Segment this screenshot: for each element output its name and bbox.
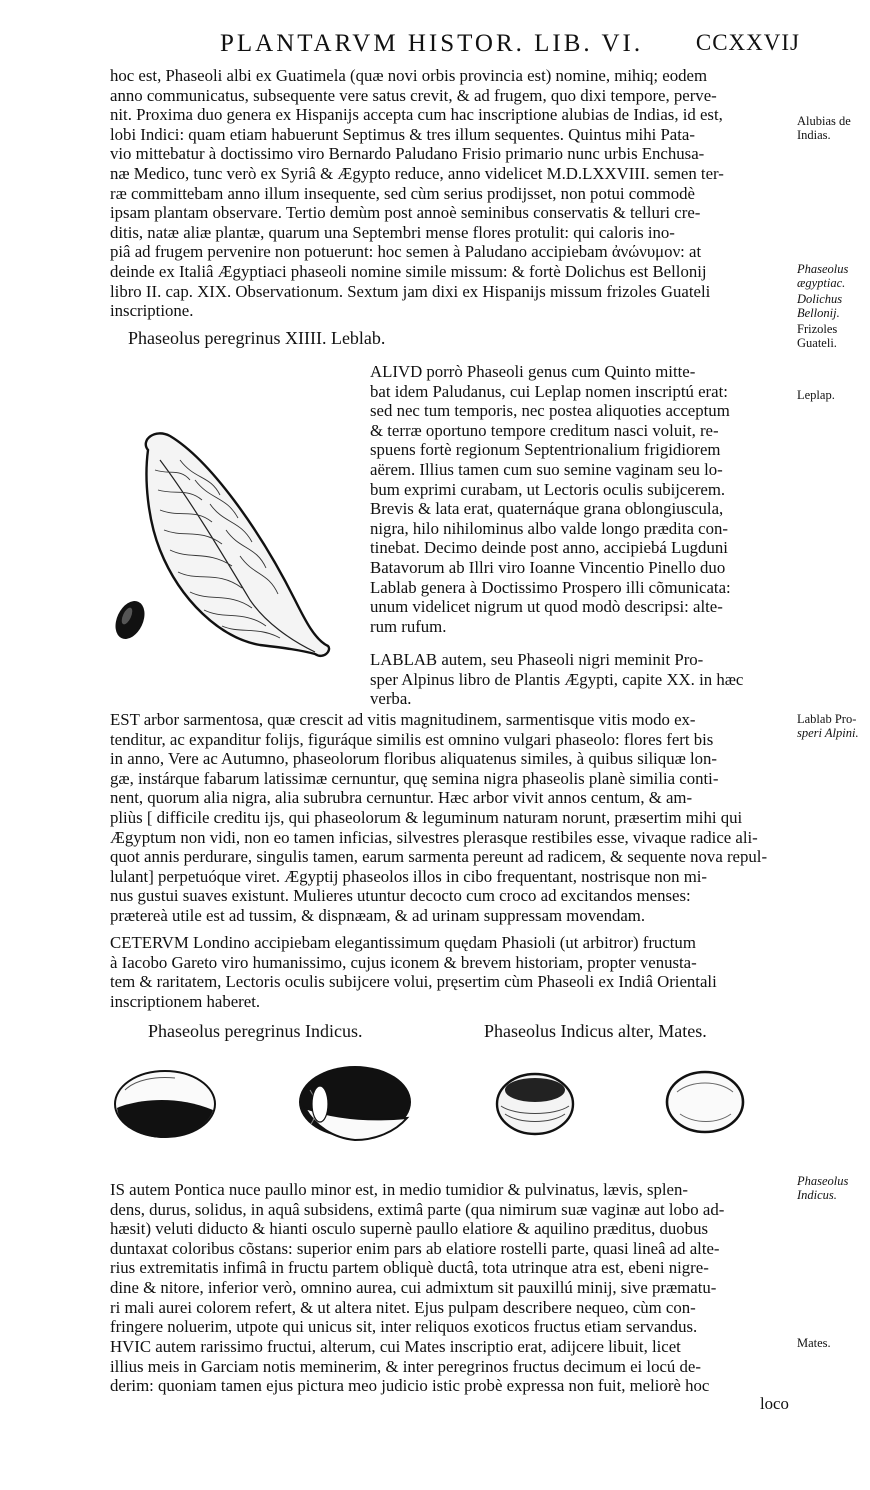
indicus-seed-icon-1 — [115, 1071, 215, 1138]
margin-line: Mates. — [797, 1336, 831, 1350]
text-line: derim: quoniam tamen ejus pictura meo judicio istic probè expressa non fuit, meliorè hoc — [110, 1376, 710, 1396]
text-line: sper Alpinus libro de Plantis Ægypti, capite XX. in hæc — [370, 669, 744, 689]
margin-line: Guateli. — [797, 336, 837, 350]
text-line: lulant] perpetuóque viret. Ægyptij phaseolos illos in cibo frequentant, nostrisque non mi- — [110, 866, 708, 886]
paragraph-leplap — [370, 362, 788, 636]
margin-phaseolus-indicus — [797, 1174, 867, 1202]
text-line: ditis, natæ aliæ plantæ, quarum una Septembri mense flores protulit: qui caloris ino- — [110, 222, 675, 242]
text-line: Brevis & lata erat, quaternáque grana oblongiuscula, — [370, 499, 724, 519]
margin-mates — [797, 1336, 867, 1350]
paragraph-mates — [110, 1337, 790, 1396]
text-line: à Iacobo Gareto viro humanissimo, cujus iconem & brevem historiam, propter venusta- — [110, 952, 697, 972]
margin-leplap — [797, 388, 867, 402]
margin-line: Indicus. — [797, 1188, 837, 1202]
margin-line: Alubias de — [797, 114, 851, 128]
text-line: ri mali aurei colorem refert, & ut altera nitet. Ejus pulpam describere nequeo, cùm con- — [110, 1297, 696, 1317]
text-line: IS autem Pontica nuce paullo minor est, in medio tumidior & pulvinatus, lævis, splen- — [110, 1180, 688, 1199]
folio-number: CCXXVIJ — [695, 30, 800, 55]
leblab-pod-illustration — [100, 400, 350, 700]
leblab-seed-icon — [110, 596, 150, 644]
caption-phaseolus-indicus: Phaseolus peregrinus Indicus. — [148, 1021, 363, 1041]
margin-line: Bellonij. — [797, 306, 840, 320]
text-line: anno communicatus, subsequente vere satus crevit, & ad frugem, quo dixi tempore, perve- — [110, 85, 717, 105]
mates-seed-icon-1 — [497, 1074, 573, 1134]
text-line: pliùs [ difficile creditu ijs, qui phaseolorum & leguminum naturam norunt, præsertim mihi qui — [110, 807, 743, 827]
indicus-seed-icon-2 — [299, 1066, 411, 1140]
running-title: PLANTARVM HISTOR. LIB. VI. — [220, 30, 644, 57]
margin-line: ægyptiac. — [797, 276, 846, 290]
text-line: piâ ad frugem pervenire non potuerunt: hoc semen à Paludano accipiebam ἀνώνυμον: at — [110, 242, 702, 262]
caption-phaseolus-mates: Phaseolus Indicus alter, Mates. — [484, 1021, 707, 1041]
margin-line: Dolichus — [797, 292, 843, 306]
margin-phaseolus-aegyptiac — [797, 262, 867, 290]
text-line: LABLAB autem, seu Phaseoli nigri meminit Pro- — [370, 650, 704, 669]
text-line: rum rufum. — [370, 616, 447, 636]
margin-line: Lablab Pro- — [797, 712, 857, 726]
text-line: tenditur, ac expanditur folijs, figuráque similis est omnino vulgari phaseolo: flores fert bis — [110, 729, 714, 749]
text-line: bat idem Paludanus, cui Leplap nomen inscriptú erat: — [370, 381, 728, 401]
text-line: dens, durus, solidus, in aquâ subsidens, extimâ parte (qua nimirum suæ vaginæ aut lobo ad- — [110, 1199, 725, 1219]
text-line: Ægyptum non vidi, non eo tamen inficias, silvestres plerasque restibiles esse, vivaque radice ali- — [110, 827, 758, 847]
text-line: bum exprimi curabam, ut Lectoris oculis subijcerem. — [370, 479, 726, 499]
text-line: ipsam plantam observare. Tertio demùm post annoè seminibus conservatis & telluri cre- — [110, 203, 701, 223]
margin-line: Leplap. — [797, 388, 835, 402]
text-line: vio mittebatur à doctissimo viro Bernardo Paludano Frisio primario nunc urbis Enchusa- — [110, 144, 705, 164]
text-line: nigra, hilo nihilominus albo valde longo prædita con- — [370, 518, 728, 538]
margin-line: Frizoles — [797, 322, 838, 336]
text-line: rius extremitatis infimâ in fructu partem obliquè ductâ, tota utrinque atra est, ebeni nigre- — [110, 1258, 709, 1278]
text-line: deinde ex Italiâ Ægyptiaci phaseoli nomine simile missum: & fortè Dolichus est Bellonij — [110, 261, 707, 281]
text-line: spuens fortè regionum Septentrionalium frigidiorem — [370, 440, 721, 460]
text-line: ALIVD porrò Phaseoli genus cum Quinto mitte- — [370, 362, 696, 381]
text-line: Batavorum ab Illri viro Ioanne Vincentio Pinello duo — [370, 557, 726, 577]
caption-leblab: Phaseolus peregrinus XIIII. Leblab. — [128, 328, 386, 348]
margin-line: Indias. — [797, 128, 831, 142]
text-line: inscriptionem haberet. — [110, 991, 261, 1011]
text-line: CETERVM Londino accipiebam elegantissimum quędam Phasioli (ut arbitror) fructum — [110, 933, 696, 952]
text-line: in anno, Vere ac Autumno, phaseolorum floribus aliquatenus similes, à quibus siliquæ lon- — [110, 749, 717, 769]
text-line: EST arbor sarmentosa, quæ crescit ad vitis magnitudinem, sarmentisque vitis modo ex- — [110, 710, 696, 729]
text-line: nit. Proxima duo genera ex Hispanijs accepta cum hac inscriptione alubias de Indias, id est, — [110, 105, 723, 125]
running-header — [220, 30, 800, 64]
text-line: unum videlicet nigrum ut quod modò descripsi: alte- — [370, 597, 723, 617]
paragraph-lablab — [370, 650, 788, 709]
paragraph-description — [110, 1180, 790, 1337]
text-line: hoc est, Phaseoli albi ex Guatimela (quæ novi orbis provincia est) nomine, mihiq; eodem — [110, 66, 708, 85]
text-line: Lablab genera à Doctissimo Prospero illi cõmunicata: — [370, 577, 731, 597]
margin-lablab-prosperi — [797, 712, 867, 740]
text-line: aërem. Illius tamen cum suo semine vaginam seu lo- — [370, 459, 723, 479]
text-line: tem & raritatem, Lectoris oculis subijcere volui, pręsertim cùm Phaseoli ex Indiâ Orientali — [110, 972, 717, 992]
margin-line: speri Alpini. — [797, 726, 859, 740]
text-line: dine & nitore, inferior verò, omnino aurea, cui admixtum sit pauxillú minij, sive præmatu- — [110, 1277, 717, 1297]
text-line: illius meis in Garciam notis meminerim, & inter peregrinos fructus decimum ei locú de- — [110, 1356, 701, 1376]
mates-seed-icon-2 — [667, 1072, 743, 1132]
text-line: sed nec tum temporis, nec postea aliquoties acceptum — [370, 401, 730, 421]
text-line: inscriptione. — [110, 301, 194, 321]
text-line: HVIC autem rarissimo fructui, alterum, cui Mates inscriptio erat, adijcere libuit, licet — [110, 1337, 681, 1356]
text-line: gæ, instárque fabarum latissimæ cernuntur, quę semina nigra phaseolis planè similia conti- — [110, 768, 719, 788]
paragraph-guatimela — [110, 66, 790, 321]
text-line: ræ committebam anno illum insequente, sed cùm serius prodijsset, non potui commodè — [110, 183, 695, 203]
text-line: fringere noluerim, utpote qui unicus sit, inter reliquos exoticos fructus etiam servandus. — [110, 1317, 698, 1337]
text-line: duntaxat coloribus cõstans: superior enim pars ab elatiore rostelli parte, quasi lineâ ad alte- — [110, 1238, 720, 1258]
text-line: næ Medico, tunc verò ex Syriâ & Ægypto reduce, anno videlicet M.D.LXXVIII. semen ter- — [110, 163, 724, 183]
margin-dolichus — [797, 292, 867, 320]
margin-line: Phaseolus — [797, 262, 849, 276]
text-line: tinebat. Decimo deinde post anno, accipiebá Lugduni — [370, 538, 728, 558]
catchword: loco — [760, 1394, 789, 1413]
text-line: hæsit) veluti diducto & hianti osculo supernè paullo elatiore & aquilino præditus, duobus — [110, 1219, 708, 1239]
leblab-pod-icon — [100, 400, 350, 700]
text-line: libro II. cap. XIX. Observationum. Sextum jam dixi ex Hispanijs missum frizoles Guateli — [110, 281, 711, 301]
text-line: prætereà utile est ad tussim, & dispnæam, & ad urinam suppressam movendam. — [110, 905, 646, 925]
text-line: verba. — [370, 689, 412, 709]
margin-alubias — [797, 114, 867, 142]
seed-illustrations — [105, 1060, 805, 1150]
text-line: nus gustui suaves existunt. Mulieres utuntur decocto cum croco ad excitandos menses: — [110, 886, 691, 906]
paragraph-londino — [110, 933, 790, 1011]
margin-line: Phaseolus — [797, 1174, 849, 1188]
text-line: nent, quorum alia nigra, alia subrubra cernuntur. Hæc arbor vivit annos centum, & am- — [110, 788, 693, 808]
text-line: lobi Indici: quam etiam habuerunt Septimus & tres illum sequentes. Quintus mihi Pata- — [110, 124, 695, 144]
text-line: & terræ oportuno tempore creditum nasci voluit, re- — [370, 420, 719, 440]
paragraph-alpini-quote — [110, 710, 790, 926]
margin-frizoles — [797, 322, 867, 350]
text-line: quot annis perdurare, singulis tamen, earum sarmenta pereunt ad radicem, & sequente nova repul- — [110, 847, 768, 867]
